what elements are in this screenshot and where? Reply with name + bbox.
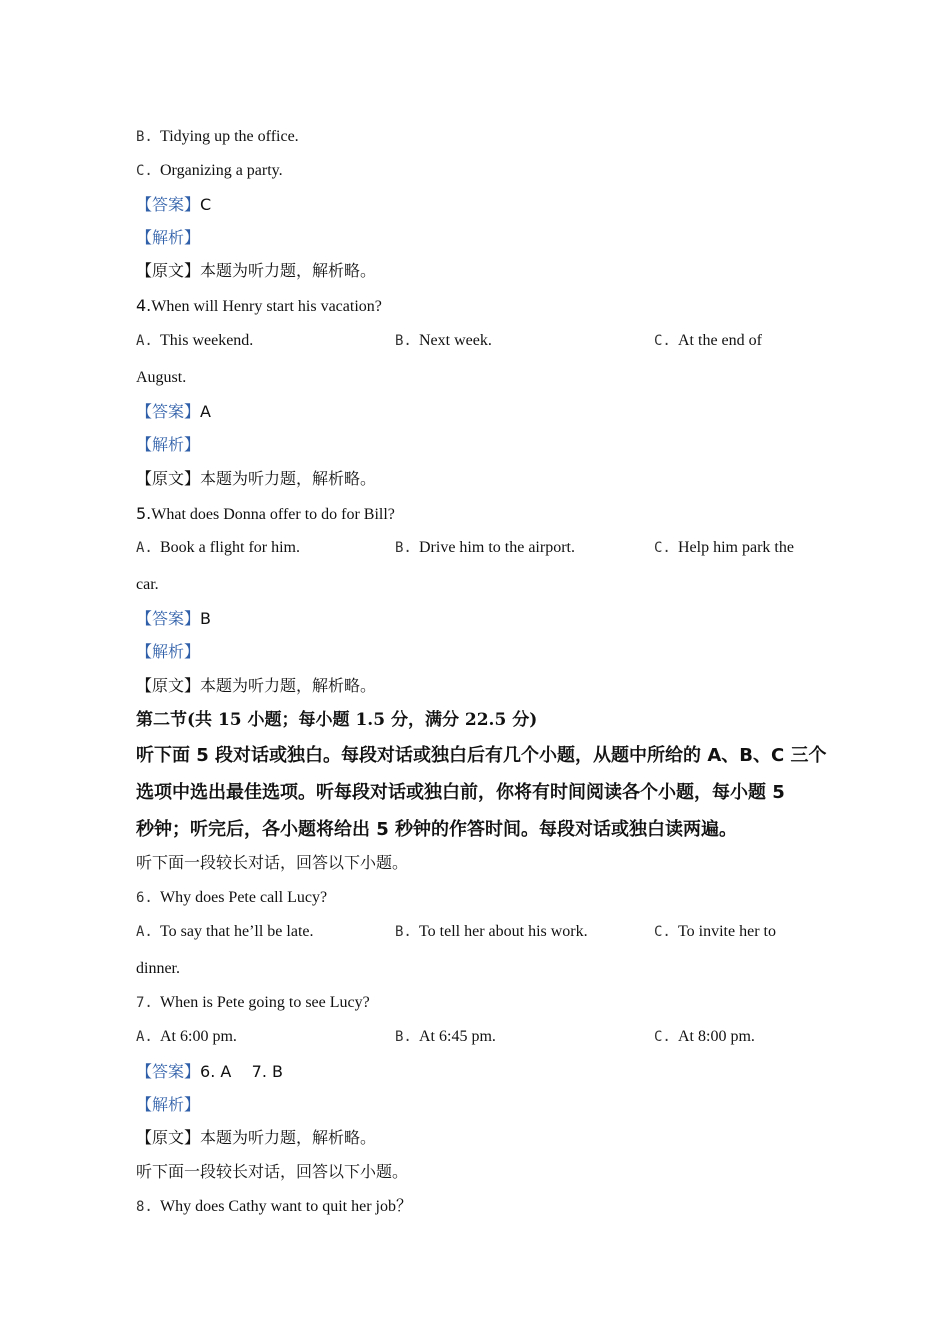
q7-question [136,993,370,1013]
option-letter: A. [136,540,153,556]
question-text: What does Donna offer to do for Bill? [151,506,395,523]
q4-options [136,331,816,351]
q5-options [136,538,816,558]
q5-option-c [654,538,794,558]
analysis-tag: 【解析】 [136,437,201,454]
q4-analysis [136,436,200,456]
q6-option-b [395,922,588,942]
option-letter: A. [136,924,153,940]
q4-answer [136,402,211,423]
q5-option-c-continued: car. [136,576,159,593]
option-text: Book a flight for him. [160,539,300,556]
question-text: When is Pete going to see Lucy? [160,994,370,1011]
option-text: To tell her about his work. [419,923,588,940]
option-text: Next week. [419,332,492,349]
option-letter: C. [654,333,671,349]
q7-option-b [395,1027,496,1047]
answer-tag: 【答案】 [136,611,201,628]
group1-analysis [136,1096,200,1116]
q7-option-a [136,1027,237,1047]
question-text: Why does Pete call Lucy? [160,889,328,906]
answer-value: A [200,402,211,421]
q6-option-a [136,922,314,942]
option-letter: C. [654,924,671,940]
option-letter: C. [654,1029,671,1045]
q5-option-b [395,538,575,558]
q3-original: 【原文】本题为听力题，解析略。 [136,263,377,280]
option-letter: C. [654,540,671,556]
q6-option-c [654,922,776,942]
option-letter: B. [395,1029,412,1045]
option-letter: A. [136,333,153,349]
instruction-line: 听下面 5 段对话或独白。每段对话或独白后有几个小题，从题中所给的 A、B、C 三个 [136,745,827,766]
answer-value: C [200,195,212,214]
q4-question [136,296,382,317]
instruction-line: 选项中选出最佳选项。听每段对话或独白前，你将有时间阅读各个小题，每小题 5 [136,782,785,803]
option-text: At 8:00 pm. [678,1028,755,1045]
q4-option-c [654,331,762,351]
option-text: Help him park the [678,539,794,556]
option-text: Drive him to the airport. [419,539,575,556]
answer-tag: 【答案】 [136,404,201,421]
group2-intro: 听下面一段较长对话，回答以下小题。 [136,1164,409,1181]
option-letter: B. [395,333,412,349]
q4-option-c-continued: August. [136,369,187,386]
q7-options [136,1027,816,1047]
option-letter: A. [136,1029,153,1045]
question-number: 5. [136,504,152,523]
question-number: 6. [136,890,153,906]
question-number: 4. [136,296,152,315]
q5-original: 【原文】本题为听力题，解析略。 [136,678,377,695]
q6-options [136,922,816,942]
answer-tag: 【答案】 [136,1064,201,1081]
question-number: 7. [136,995,153,1011]
q6-question [136,888,327,908]
analysis-tag: 【解析】 [136,1097,201,1114]
q8-question [136,1197,412,1217]
analysis-tag: 【解析】 [136,230,201,247]
q3-analysis [136,229,200,249]
q3-answer [136,195,211,216]
answer-tag: 【答案】 [136,197,201,214]
q5-analysis [136,643,200,663]
group1-original: 【原文】本题为听力题，解析略。 [136,1130,377,1147]
option-text: This weekend. [160,332,254,349]
analysis-tag: 【解析】 [136,644,201,661]
option-letter: B. [395,924,412,940]
q3-option-b [136,127,299,147]
option-text: Organizing a party. [160,162,283,179]
question-number: 8. [136,1199,153,1215]
q5-option-a [136,538,300,558]
option-text: At 6:45 pm. [419,1028,496,1045]
option-text: At the end of [678,332,762,349]
question-text: When will Henry start his vacation? [151,298,382,315]
q4-option-b [395,331,492,351]
answer-value: B [200,609,211,628]
option-text: To say that he’ll be late. [160,923,314,940]
q3-option-c [136,161,283,181]
question-text: Why does Cathy want to quit her job？ [160,1198,412,1215]
q5-answer [136,609,211,630]
option-letter: C. [136,163,153,179]
answer-value: 6. A 7. B [200,1062,283,1081]
group1-intro: 听下面一段较长对话，回答以下小题。 [136,855,409,872]
option-letter: B. [395,540,412,556]
option-letter: B. [136,129,153,145]
option-text: To invite her to [678,923,776,940]
q5-question [136,504,395,525]
section2-heading: 第二节(共 15 小题；每小题 1.5 分，满分 22.5 分) [136,710,538,730]
q7-option-c [654,1027,755,1047]
q4-option-a [136,331,253,351]
q6-option-c-continued: dinner. [136,960,180,977]
option-text: Tidying up the office. [160,128,299,145]
q4-original: 【原文】本题为听力题，解析略。 [136,471,377,488]
section2-instructions [136,737,826,848]
group1-answer [136,1062,283,1083]
option-text: At 6:00 pm. [160,1028,237,1045]
instruction-line: 秒钟；听完后，各小题将给出 5 秒钟的作答时间。每段对话或独白读两遍。 [136,819,738,840]
